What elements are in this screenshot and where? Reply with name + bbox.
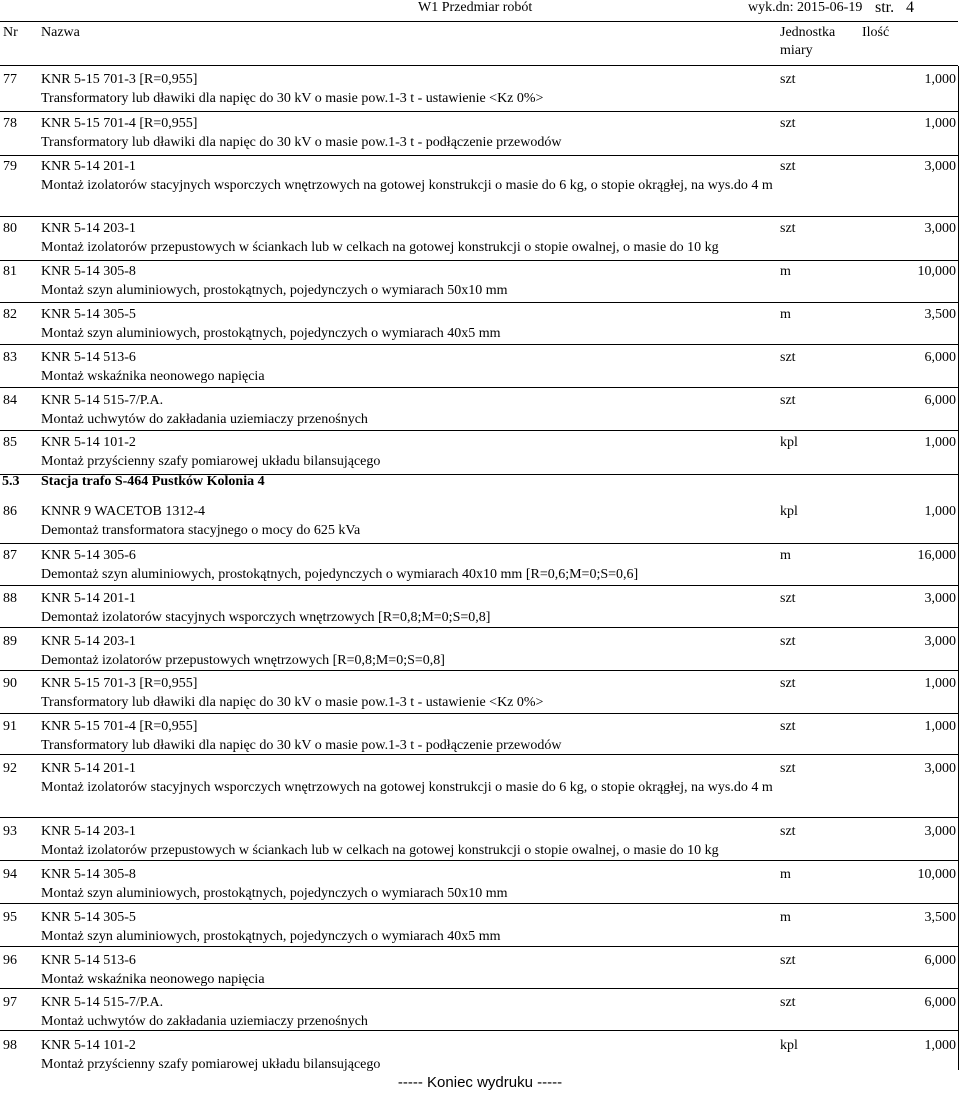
item-description: Montaż izolatorów przepustowych w ściankach lub w celkach na gotowej konstrukcji o stopie owalnej, o masie do 10 kg bbox=[41, 843, 719, 858]
item-code: KNR 5-14 201-1 bbox=[41, 591, 136, 606]
item-description: Montaż uchwytów do zakładania uziemiaczy przenośnych bbox=[41, 412, 368, 427]
row-divider bbox=[0, 111, 958, 112]
col-qty: Ilość bbox=[862, 25, 890, 40]
item-description: Montaż szyn aluminiowych, prostokątnych, pojedynczych o wymiarach 40x5 mm bbox=[41, 326, 501, 341]
row-divider bbox=[0, 817, 958, 818]
item-number: 81 bbox=[3, 264, 17, 279]
row-divider bbox=[0, 988, 958, 989]
item-unit: kpl bbox=[780, 504, 798, 519]
item-description: Demontaż izolatorów przepustowych wnętrzowych [R=0,8;M=0;S=0,8] bbox=[41, 653, 445, 668]
item-code: KNNR 9 WACETOB 1312-4 bbox=[41, 504, 205, 519]
item-code: KNR 5-14 201-1 bbox=[41, 159, 136, 174]
item-quantity: 1,000 bbox=[924, 1038, 956, 1053]
item-number: 79 bbox=[3, 159, 17, 174]
col-nr: Nr bbox=[3, 25, 18, 40]
item-quantity: 3,000 bbox=[924, 221, 956, 236]
item-quantity: 3,500 bbox=[924, 307, 956, 322]
item-quantity: 3,000 bbox=[924, 761, 956, 776]
item-number: 86 bbox=[3, 504, 17, 519]
end-of-printout: ----- Koniec wydruku ----- bbox=[397, 1074, 563, 1091]
column-header-rule bbox=[0, 65, 958, 66]
item-quantity: 3,500 bbox=[924, 910, 956, 925]
item-code: KNR 5-14 305-6 bbox=[41, 548, 136, 563]
item-unit: szt bbox=[780, 116, 796, 131]
row-divider bbox=[0, 627, 958, 628]
item-unit: kpl bbox=[780, 1038, 798, 1053]
right-border bbox=[958, 66, 959, 1070]
item-unit: szt bbox=[780, 72, 796, 87]
item-number: 77 bbox=[3, 72, 17, 87]
item-unit: szt bbox=[780, 719, 796, 734]
item-code: KNR 5-14 305-5 bbox=[41, 307, 136, 322]
item-description: Montaż uchwytów do zakładania uziemiaczy przenośnych bbox=[41, 1014, 368, 1029]
row-divider bbox=[0, 387, 958, 388]
item-quantity: 10,000 bbox=[917, 867, 956, 882]
item-code: KNR 5-14 305-8 bbox=[41, 867, 136, 882]
item-unit: m bbox=[780, 548, 791, 563]
item-unit: szt bbox=[780, 761, 796, 776]
item-number: 82 bbox=[3, 307, 17, 322]
item-quantity: 3,000 bbox=[924, 634, 956, 649]
item-quantity: 6,000 bbox=[924, 953, 956, 968]
item-number: 78 bbox=[3, 116, 17, 131]
item-quantity: 6,000 bbox=[924, 350, 956, 365]
item-number: 85 bbox=[3, 435, 17, 450]
col-name: Nazwa bbox=[41, 25, 80, 40]
item-unit: szt bbox=[780, 221, 796, 236]
item-quantity: 16,000 bbox=[917, 548, 956, 563]
row-divider bbox=[0, 713, 958, 714]
item-code: KNR 5-14 101-2 bbox=[41, 1038, 136, 1053]
item-number: 87 bbox=[3, 548, 17, 563]
item-description: Demontaż izolatorów stacyjnych wsporczych wnętrzowych [R=0,8;M=0;S=0,8] bbox=[41, 610, 491, 625]
item-unit: szt bbox=[780, 591, 796, 606]
item-number: 95 bbox=[3, 910, 17, 925]
item-description: Transformatory lub dławiki dla napięc do 30 kV o masie pow.1-3 t - ustawienie <Kz 0%> bbox=[41, 695, 544, 710]
item-number: 83 bbox=[3, 350, 17, 365]
row-divider bbox=[0, 1030, 958, 1031]
item-code: KNR 5-15 701-3 [R=0,955] bbox=[41, 676, 198, 691]
item-unit: m bbox=[780, 264, 791, 279]
column-header bbox=[0, 24, 960, 64]
item-unit: szt bbox=[780, 995, 796, 1010]
item-unit: szt bbox=[780, 953, 796, 968]
item-number: 90 bbox=[3, 676, 17, 691]
item-description: Montaż przyścienny szafy pomiarowej układu bilansującego bbox=[41, 1057, 381, 1072]
item-quantity: 1,000 bbox=[924, 435, 956, 450]
col-unit-line1: Jednostka bbox=[780, 25, 836, 40]
item-quantity: 3,000 bbox=[924, 591, 956, 606]
item-unit: szt bbox=[780, 393, 796, 408]
item-number: 94 bbox=[3, 867, 17, 882]
item-description: Montaż izolatorów stacyjnych wsporczych wnętrzowych na gotowej konstrukcji o masie do 6 kg, o stopie okrągłej, na wys.do 4 m bbox=[41, 780, 773, 795]
section-title: Stacja trafo S-464 Pustków Kolonia 4 bbox=[41, 474, 265, 489]
item-unit: m bbox=[780, 910, 791, 925]
item-description: Montaż szyn aluminiowych, prostokątnych, pojedynczych o wymiarach 50x10 mm bbox=[41, 886, 508, 901]
row-divider bbox=[0, 344, 958, 345]
item-unit: m bbox=[780, 307, 791, 322]
item-code: KNR 5-14 305-8 bbox=[41, 264, 136, 279]
item-quantity: 3,000 bbox=[924, 159, 956, 174]
row-divider bbox=[0, 860, 958, 861]
row-divider bbox=[0, 903, 958, 904]
item-quantity: 3,000 bbox=[924, 824, 956, 839]
row-divider bbox=[0, 543, 958, 544]
item-unit: szt bbox=[780, 676, 796, 691]
print-date: wyk.dn: 2015-06-19 bbox=[748, 0, 863, 15]
item-number: 96 bbox=[3, 953, 17, 968]
item-code: KNR 5-14 203-1 bbox=[41, 221, 136, 236]
page-header bbox=[0, 0, 960, 20]
row-divider bbox=[0, 585, 958, 586]
item-quantity: 1,000 bbox=[924, 719, 956, 734]
item-number: 97 bbox=[3, 995, 17, 1010]
item-number: 98 bbox=[3, 1038, 17, 1053]
item-code: KNR 5-14 305-5 bbox=[41, 910, 136, 925]
header-rule bbox=[0, 21, 958, 22]
item-quantity: 1,000 bbox=[924, 72, 956, 87]
item-number: 84 bbox=[3, 393, 17, 408]
row-divider bbox=[0, 216, 958, 217]
item-code: KNR 5-14 203-1 bbox=[41, 634, 136, 649]
row-divider bbox=[0, 946, 958, 947]
item-unit: m bbox=[780, 867, 791, 882]
item-quantity: 1,000 bbox=[924, 676, 956, 691]
item-description: Montaż szyn aluminiowych, prostokątnych, pojedynczych o wymiarach 40x5 mm bbox=[41, 929, 501, 944]
row-divider bbox=[0, 754, 958, 755]
page-number: 4 bbox=[906, 0, 914, 16]
col-unit-line2: miary bbox=[780, 43, 813, 58]
row-divider bbox=[0, 155, 958, 156]
item-code: KNR 5-15 701-4 [R=0,955] bbox=[41, 116, 198, 131]
item-code: KNR 5-14 201-1 bbox=[41, 761, 136, 776]
item-description: Montaż izolatorów przepustowych w ściankach lub w celkach na gotowej konstrukcji o stopie owalnej, o masie do 10 kg bbox=[41, 240, 719, 255]
item-unit: kpl bbox=[780, 435, 798, 450]
item-description: Montaż wskaźnika neonowego napięcia bbox=[41, 369, 265, 384]
item-unit: szt bbox=[780, 350, 796, 365]
item-quantity: 1,000 bbox=[924, 116, 956, 131]
item-number: 80 bbox=[3, 221, 17, 236]
item-code: KNR 5-15 701-4 [R=0,955] bbox=[41, 719, 198, 734]
item-unit: szt bbox=[780, 159, 796, 174]
item-number: 93 bbox=[3, 824, 17, 839]
section-number: 5.3 bbox=[2, 474, 20, 489]
item-code: KNR 5-14 513-6 bbox=[41, 350, 136, 365]
item-description: Transformatory lub dławiki dla napięc do 30 kV o masie pow.1-3 t - ustawienie <Kz 0%> bbox=[41, 91, 544, 106]
item-description: Transformatory lub dławiki dla napięc do 30 kV o masie pow.1-3 t - podłączenie przewodów bbox=[41, 135, 562, 150]
item-description: Montaż izolatorów stacyjnych wsporczych wnętrzowych na gotowej konstrukcji o masie do 6 kg, o stopie okrągłej, na wys.do 4 m bbox=[41, 178, 773, 193]
item-quantity: 6,000 bbox=[924, 995, 956, 1010]
page-label: str. bbox=[875, 0, 895, 16]
item-code: KNR 5-14 203-1 bbox=[41, 824, 136, 839]
item-description: Montaż przyścienny szafy pomiarowej układu bilansującego bbox=[41, 454, 381, 469]
item-quantity: 1,000 bbox=[924, 504, 956, 519]
item-code: KNR 5-14 515-7/P.A. bbox=[41, 393, 164, 408]
row-divider bbox=[0, 260, 958, 261]
item-code: KNR 5-15 701-3 [R=0,955] bbox=[41, 72, 198, 87]
item-number: 91 bbox=[3, 719, 17, 734]
item-quantity: 6,000 bbox=[924, 393, 956, 408]
item-description: Demontaż szyn aluminiowych, prostokątnych, pojedynczych o wymiarach 40x10 mm [R=0,6;M=0;S=0,6] bbox=[41, 567, 639, 582]
item-description: Demontaż transformatora stacyjnego o mocy do 625 kVa bbox=[41, 523, 361, 538]
item-code: KNR 5-14 101-2 bbox=[41, 435, 136, 450]
item-quantity: 10,000 bbox=[917, 264, 956, 279]
item-number: 88 bbox=[3, 591, 17, 606]
item-description: Montaż szyn aluminiowych, prostokątnych, pojedynczych o wymiarach 50x10 mm bbox=[41, 283, 508, 298]
row-divider bbox=[0, 302, 958, 303]
item-description: Montaż wskaźnika neonowego napięcia bbox=[41, 972, 265, 987]
item-code: KNR 5-14 513-6 bbox=[41, 953, 136, 968]
item-description: Transformatory lub dławiki dla napięc do 30 kV o masie pow.1-3 t - podłączenie przewodów bbox=[41, 738, 562, 753]
document-title: W1 Przedmiar robót bbox=[418, 0, 533, 15]
row-divider bbox=[0, 670, 958, 671]
item-unit: szt bbox=[780, 824, 796, 839]
item-code: KNR 5-14 515-7/P.A. bbox=[41, 995, 164, 1010]
item-number: 92 bbox=[3, 761, 17, 776]
item-unit: szt bbox=[780, 634, 796, 649]
item-number: 89 bbox=[3, 634, 17, 649]
row-divider bbox=[0, 430, 958, 431]
